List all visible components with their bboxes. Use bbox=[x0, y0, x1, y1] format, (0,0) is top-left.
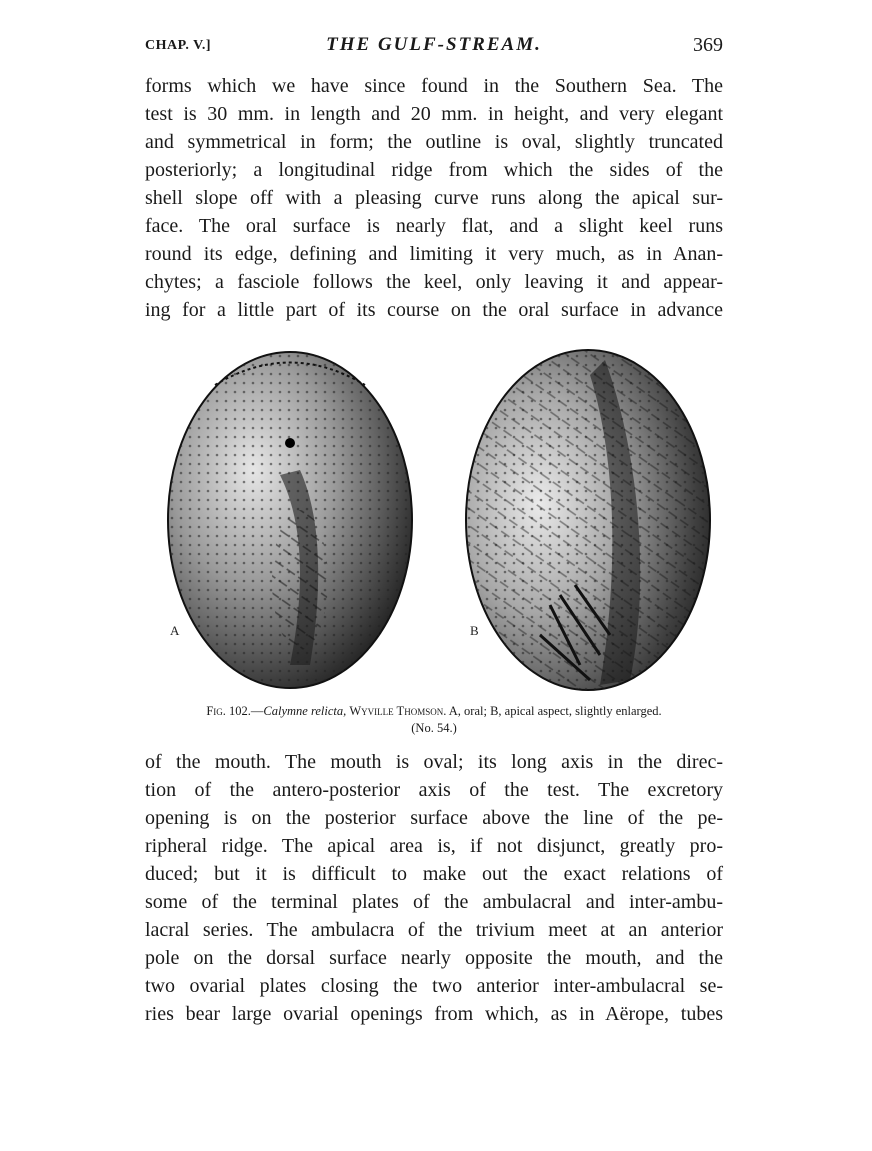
text-line: chytes; a fasciole follows the keel, only leaving it and appear- bbox=[145, 271, 723, 293]
caption-figure-number: Fig. 102.— bbox=[206, 704, 264, 718]
text-line: lacral series. The ambulacra of the trivium meet at an anterior bbox=[145, 919, 723, 941]
text-line: ing for a little part of its course on the oral surface in advance bbox=[145, 299, 723, 321]
text-line: face. The oral surface is nearly flat, and a slight keel runs bbox=[145, 215, 723, 237]
text-line: posteriorly; a longitudinal ridge from which the sides of the bbox=[145, 159, 723, 181]
running-title: THE GULF-STREAM. bbox=[326, 34, 542, 55]
running-header bbox=[145, 34, 723, 60]
text-line: opening is on the posterior surface above the line of the pe- bbox=[145, 807, 723, 829]
specimen-a bbox=[168, 352, 412, 688]
text-line: of the mouth. The mouth is oval; its long axis in the direc- bbox=[145, 751, 723, 773]
caption-species: Calymne relicta, bbox=[263, 704, 347, 718]
text-line: and symmetrical in form; the outline is oval, slightly truncated bbox=[145, 131, 723, 153]
sea-urchin-illustration bbox=[160, 335, 730, 695]
text-line: ries bear large ovarial openings from which, as in Aërope, tubes bbox=[145, 1003, 723, 1025]
label-b: B bbox=[470, 623, 479, 638]
text-line: two ovarial plates closing the two anterior inter-ambulacral se- bbox=[145, 975, 723, 997]
text-line: some of the terminal plates of the ambulacral and inter-ambu- bbox=[145, 891, 723, 913]
text-line: round its edge, defining and limiting it very much, as in Anan- bbox=[145, 243, 723, 265]
specimen-b bbox=[466, 350, 710, 690]
caption-description: A, oral; B, apical aspect, slightly enlarged. bbox=[448, 704, 662, 718]
chapter-label: CHAP. V.] bbox=[145, 38, 212, 53]
caption-specimen-number: (No. 54.) bbox=[411, 721, 457, 735]
text-line: ripheral ridge. The apical area is, if not disjunct, greatly pro- bbox=[145, 835, 723, 857]
paragraph-top bbox=[145, 72, 723, 324]
figure-caption bbox=[145, 703, 723, 737]
text-line: tion of the antero-posterior axis of the test. The excretory bbox=[145, 779, 723, 801]
page-number: 369 bbox=[693, 34, 723, 56]
text-line: test is 30 mm. in length and 20 mm. in height, and very elegant bbox=[145, 103, 723, 125]
label-a: A bbox=[170, 623, 180, 638]
paragraph-bottom bbox=[145, 748, 723, 1028]
caption-author: Wyville Thomson. bbox=[349, 704, 447, 718]
text-line: pole on the dorsal surface nearly opposite the mouth, and the bbox=[145, 947, 723, 969]
text-line: duced; but it is difficult to make out the exact relations of bbox=[145, 863, 723, 885]
text-line: forms which we have since found in the Southern Sea. The bbox=[145, 75, 723, 97]
text-line: shell slope off with a pleasing curve runs along the apical sur- bbox=[145, 187, 723, 209]
